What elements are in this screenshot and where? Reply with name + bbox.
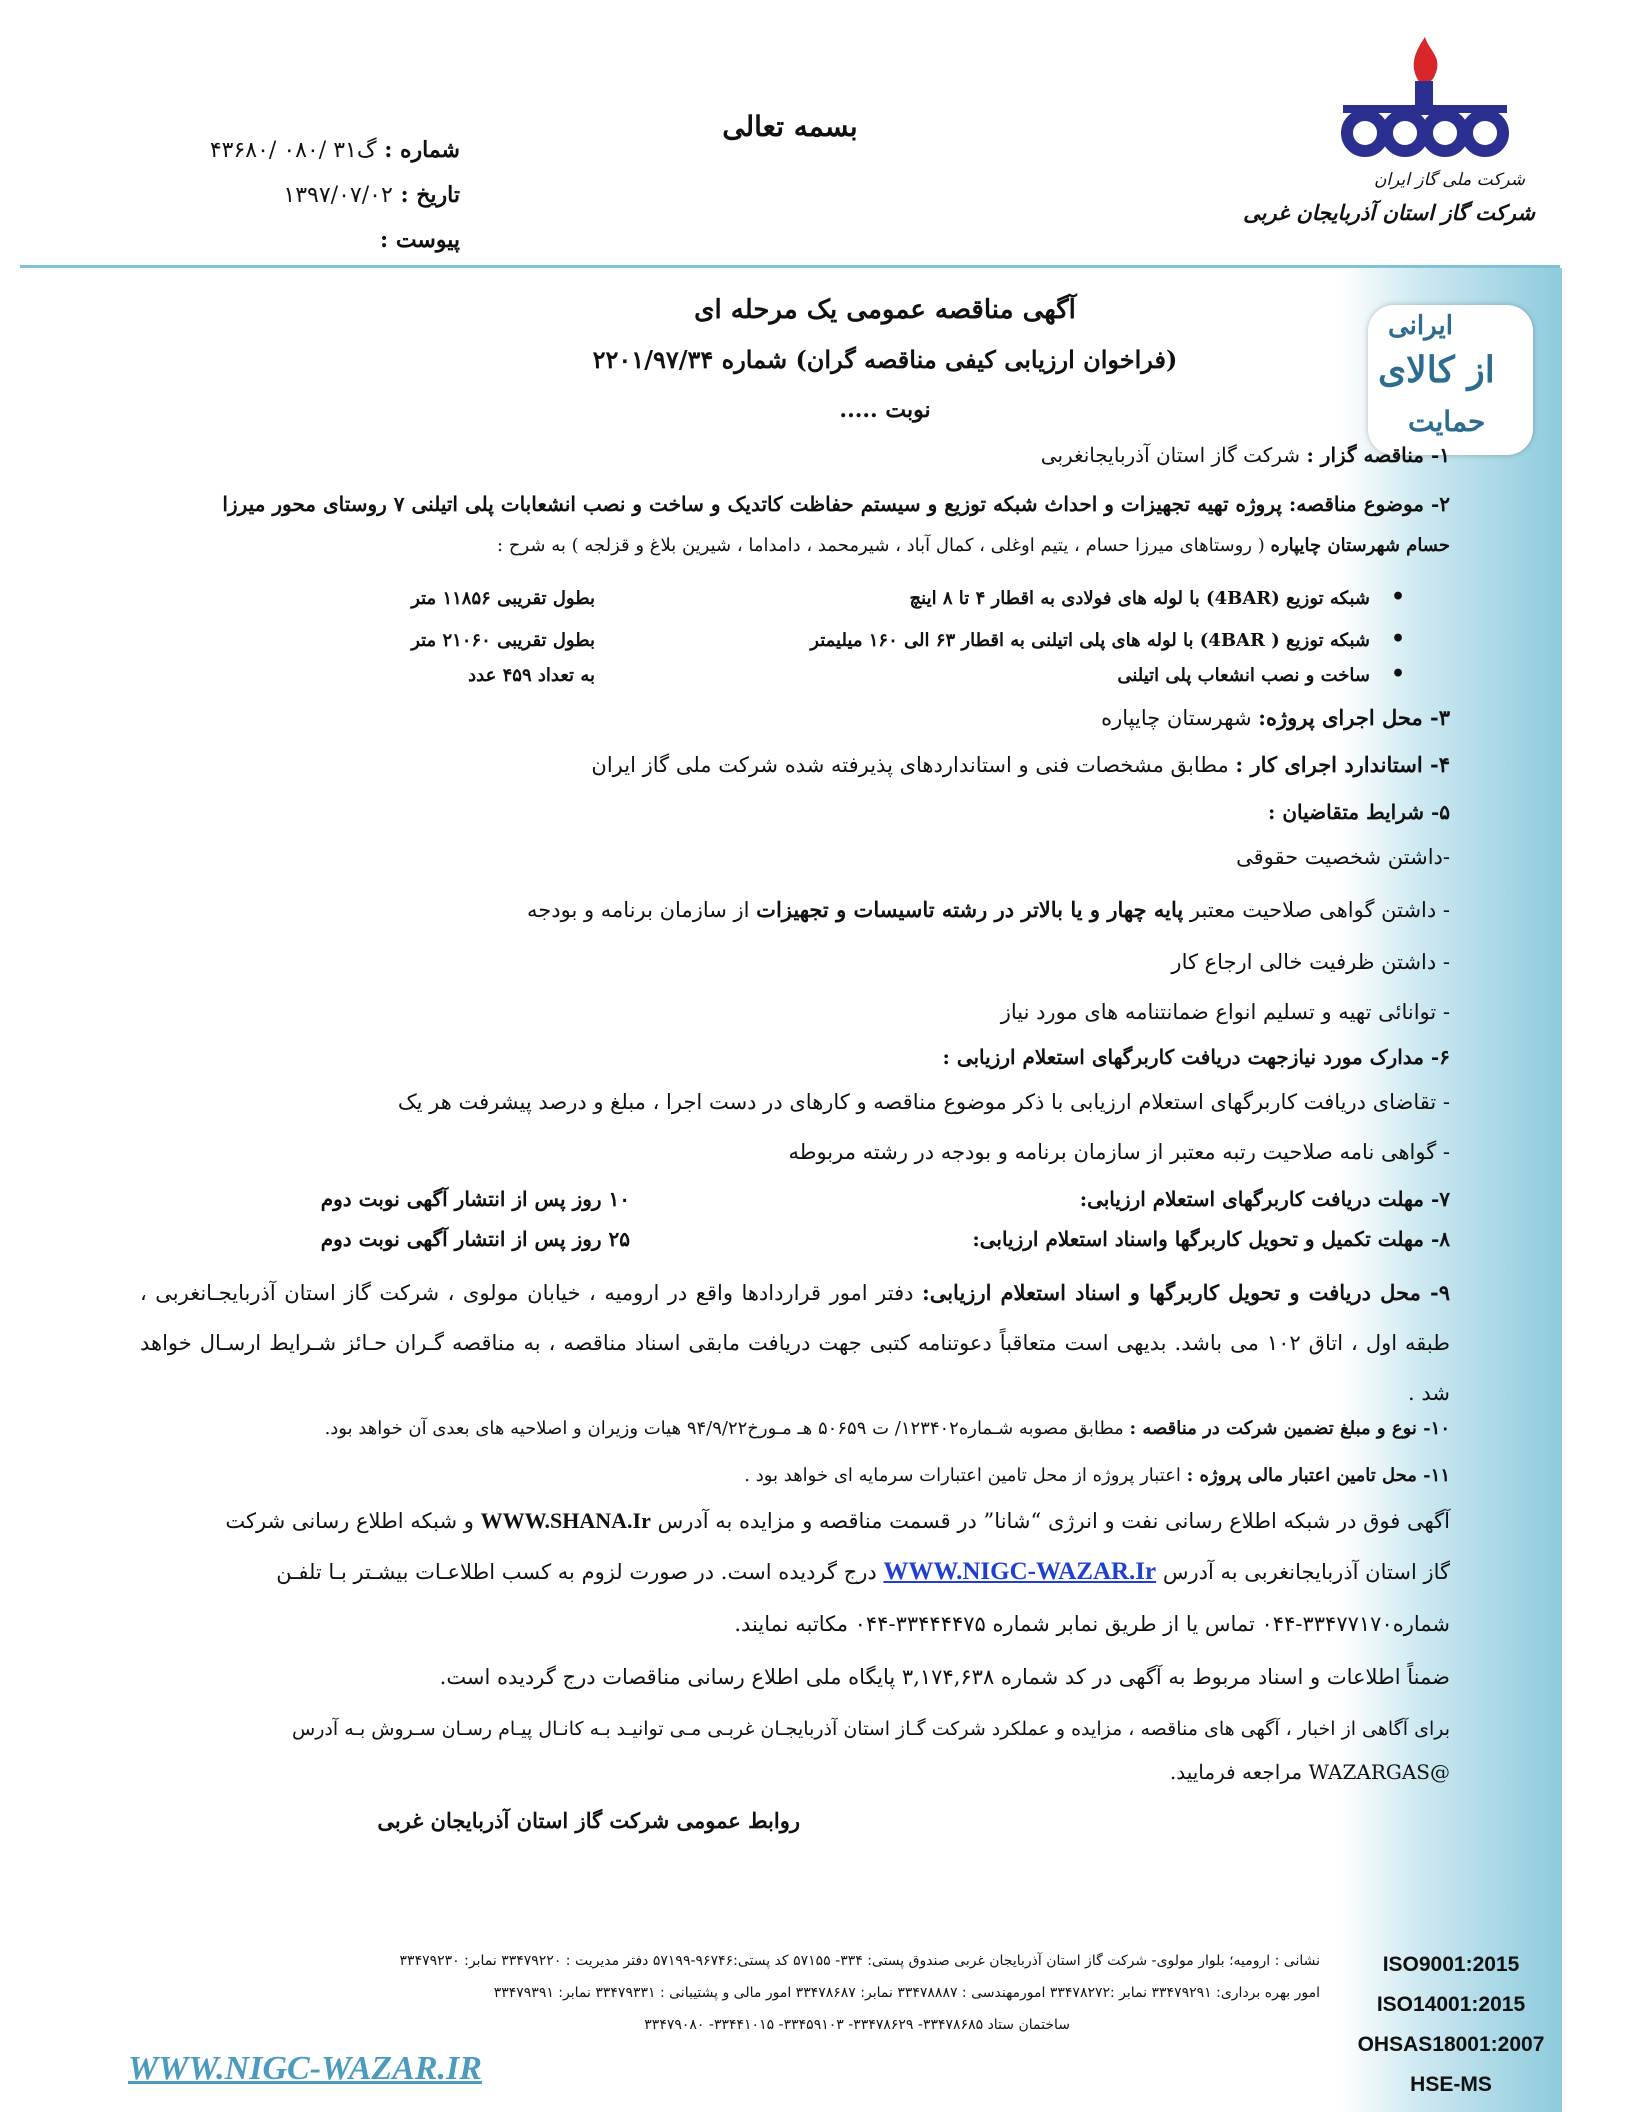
notice-title: آگهی مناقصه عمومی یک مرحله ای [694,295,1076,325]
bullet-icon: • [1390,584,1405,610]
notice-paragraph [140,1508,1450,1534]
bullet-icon: • [1390,661,1405,687]
letter-date-label: تاریخ : [400,182,460,208]
signature: روابط عمومی شرکت گاز استان آذربایجان غربی [377,1808,800,1833]
item-2-line-2 [140,535,1450,556]
item-4-label: ۴- استاندارد اجرای کار : [1235,752,1450,777]
letter-meta [190,128,460,262]
notice-text: آگهی فوق در شبکه اطلاع رسانی نفت و انرژی “شانا” در قسمت مناقصه و مزایده به آدرس [650,1509,1450,1533]
letter-attachment [190,218,460,262]
company-subname: شرکت گاز استان آذربایجان غربی [1243,200,1535,225]
notice-round: نوبت ..... [839,397,931,423]
item-6-document: - گواهی نامه صلاحیت رتبه معتبر از سازمان برنامه و بودجه در رشته مربوطه [788,1140,1450,1164]
item-7-label: ۷- مهلت دریافت کاربرگهای استعلام ارزیابی: [1079,1187,1450,1211]
notice-channel-handle: @WAZARGAS مراجعه فرمایید. [1169,1760,1450,1784]
item-11-value: اعتبار پروژه از محل تامین اعتبارات سرمایه ای خواهد بود . [744,1465,1187,1486]
iso-badge: ISO9001:2015 [1382,1953,1520,1976]
item-4-value: مطابق مشخصات فنی و استانداردهای پذیرفته شده شرکت ملی گاز ایران [591,753,1236,777]
footer-line: نشانی : ارومیه؛ بلوار مولوی- شرکت گاز استان آذربایجان غربی صندوق پستی: ۳۳۴- ۵۷۱۵۵ کد پستی:۹۶۷۴۶-۵۷۱۹۹ دفتر مدیریت : ۳۳۴۷۹۲۲۰ نمابر: ۳۳۴۷۹۲۳۰ [399,1953,1320,1969]
notice-text: درج گردیده است. در صورت لزوم به کسب اطلاعـات بیشـتر بـا تلفـن [276,1560,884,1584]
iso-badge: HSE-MS [1410,2073,1492,2096]
header-divider [20,265,1560,268]
basmale: بسمه تعالی [722,110,858,143]
item-5-condition: -داشتن شخصیت حقوقی [1236,845,1450,869]
stamp-text-top: ایرانی [1388,311,1453,341]
item-8-value: ۲۵ روز پس از انتشار آگهی نوبت دوم [320,1227,630,1251]
condition-text: - داشتن گواهی صلاحیت معتبر [1183,898,1450,922]
item-3-label: ۳- محل اجرای پروژه: [1258,705,1450,730]
footer-address [120,1945,1320,2041]
item-6-label: ۶- مدارک مورد نیازجهت دریافت کاربرگهای استعلام ارزیابی : [942,1045,1450,1069]
footer-line: امور بهره برداری: ۳۳۴۷۹۲۹۱ نمابر :۳۳۴۷۸۲۷۲ امورمهندسی : ۳۳۴۷۸۸۸۷ نمابر: ۳۳۴۷۸۶۸۷ امور مالی و پشتیبانی : ۳۳۴۷۹۳۳۱ نمابر: ۳۳۴۷۹۳۹۱ [493,1985,1320,2001]
footer-line: ساختمان ستاد ۳۳۴۷۸۶۸۵- ۳۳۴۷۸۶۲۹- ۳۳۴۵۹۱۰۳- ۳۳۴۴۱۰۱۵- ۳۳۴۷۹۰۸۰ [644,2017,1070,2033]
iso-badge: ISO14001:2015 [1376,1993,1526,2016]
notice-subtitle: (فراخوان ارزیابی کیفی مناقصه گران) شماره ۲۲۰۱/۹۷/۳۴ [592,345,1178,374]
item-5-condition [140,897,1450,922]
footer-website-link[interactable]: WWW.NIGC-WAZAR.IR [128,2050,482,2087]
bullet-qty: بطول تقریبی ۱۱۸۵۶ متر [411,588,595,609]
item-9-value: دفتر امور قراردادها واقع در ارومیه ، خیابان مولوی ، شرکت گاز استان آذربایجـانغربی ، طبقه اول ، اتاق ۱۰۲ می باشد. بدیهی است متعاقباً دعوتنامه کتبی جهت دریافت مابقی اسناد مناقصه ، به مناقصه گـران حـائز شـرایط ارسـال خواهد شد . [140,1281,1450,1405]
stamp-text-bottom: حمایت [1408,405,1486,438]
iso-badge: OHSAS18001:2007 [1357,2033,1545,2056]
item-9-label: ۹- محل دریافت و تحویل کاربرگها و اسناد استعلام ارزیابی: [921,1280,1450,1305]
item-2-line-1: ۲- موضوع مناقصه: پروژه تهیه تجهیزات و احداث شبکه توزیع و سیستم حفاظت کاتدیک و ساخت و نصب انشعابات پلی اتیلنی ۷ روستای محور میرزا [222,492,1450,516]
item-8-label: ۸- مهلت تکمیل و تحویل کاربرگها واسناد استعلام ارزیابی: [972,1227,1450,1251]
bullet-qty: به تعداد ۴۵۹ عدد [468,665,595,686]
shana-url: WWW.SHANA.Ir [480,1508,651,1533]
notice-paragraph [140,1558,1450,1586]
bullet-icon: • [1390,626,1405,652]
letter-date [190,173,460,218]
bullet-desc: شبکه توزیع ( 4BAR) با لوله های پلی اتیلنی به اقطار ۶۳ الی ۱۶۰ میلیمتر [810,630,1370,651]
company-logo [1243,35,1535,250]
item-11-label: ۱۱- محل تامین اعتبار مالی پروژه : [1186,1465,1450,1486]
item-11 [140,1465,1450,1486]
item-2-villages: ( روستاهای میرزا حسام ، یتیم اوغلی ، کمال آباد ، شیرمحمد ، دامداما ، شیرین بلاغ و قزلجه ) به شرح : [497,535,1271,556]
item-4 [140,752,1450,777]
condition-grade: پایه چهار و یا بالاتر در رشته تاسیسات و تجهیزات [756,897,1184,922]
notice-channel: برای آگاهی از اخبار ، آگهی های مناقصه ، مزایده و عملکرد شرکت گـاز استان آذربایجـان غربـی مـی توانیـد بـه کانـال پیـام رسـان سـروش بـه آدرس [292,1718,1450,1740]
item-10 [140,1418,1450,1439]
item-3-value: شهرستان چایپاره [1101,706,1259,730]
iso-certifications [1340,1945,1562,2105]
company-name: شرکت ملی گاز ایران [1373,170,1525,190]
notice-code: ضمناً اطلاعات و اسناد مربوط به آگهی در کد شماره ۳,۱۷۴,۶۳۸ پایگاه ملی اطلاع رسانی مناقصات درج گردیده است. [439,1665,1450,1689]
notice-text: گاز استان آذربایجانغربی به آدرس [1156,1560,1450,1584]
notice-text: و شبکه اطلاع رسانی شرکت [225,1509,481,1533]
item-5-label: ۵- شرایط متقاضیان : [1268,800,1450,824]
bullet-qty: بطول تقریبی ۲۱۰۶۰ متر [411,630,595,651]
bullet-desc: شبکه توزیع (4BAR) با لوله های فولادی به اقطار ۴ تا ۸ اینچ [909,588,1370,609]
condition-text: از سازمان برنامه و بودجه [527,898,757,922]
item-1 [140,443,1450,467]
letter-attachment-label: پیوست : [380,227,460,253]
item-10-label: ۱۰- نوع و مبلغ تضمین شرکت در مناقصه : [1129,1418,1450,1439]
item-7-value: ۱۰ روز پس از انتشار آگهی نوبت دوم [320,1187,630,1211]
item-5-condition: - توانائی تهیه و تسلیم انواع ضمانتنامه های مورد نیاز [1000,1000,1450,1024]
item-5-condition: - داشتن ظرفیت خالی ارجاع کار [1171,950,1450,974]
nigc-wazar-link[interactable]: WWW.NIGC-WAZAR.Ir [883,1558,1157,1585]
item-6-document: - تقاضای دریافت کاربرگهای استعلام ارزیابی با ذکر موضوع مناقصه و کارهای در دست اجرا ، مبلغ و درصد پیشرفت هر یک [397,1090,1450,1114]
item-3 [140,705,1450,730]
letter-number-label: شماره : [384,137,460,163]
letter-number-value: گ۳۱ /۰۸۰ /۴۳۶۸۰ [209,138,377,163]
item-1-value: شرکت گاز استان آذربایجانغربی [1040,443,1301,467]
stamp-text-middle: از کالای [1378,349,1495,391]
item-1-label: ۱- مناقصه گزار : [1306,443,1450,467]
item-2-location: حسام شهرستان چایپاره [1270,535,1450,556]
item-9 [140,1268,1450,1418]
letter-number [190,128,460,173]
letter-date-value: ۱۳۹۷/۰۷/۰۲ [283,183,393,208]
bullet-desc: ساخت و نصب انشعاب پلی اتیلنی [1117,665,1370,686]
notice-contact: شماره۳۳۴۷۷۱۷۰-۰۴۴ تماس یا از طریق نمابر شماره ۳۳۴۴۴۴۷۵-۰۴۴ مکاتبه نمایند. [734,1612,1450,1636]
item-10-value: مطابق مصوبه شـماره۱۲۳۴۰۲/ ت ۵۰۶۵۹ هـ مـورخ۹۴/۹/۲۲ هیات وزیران و اصلاحیه های بعدی آن خواهد بود. [324,1418,1130,1439]
tender-notice [140,285,1450,435]
